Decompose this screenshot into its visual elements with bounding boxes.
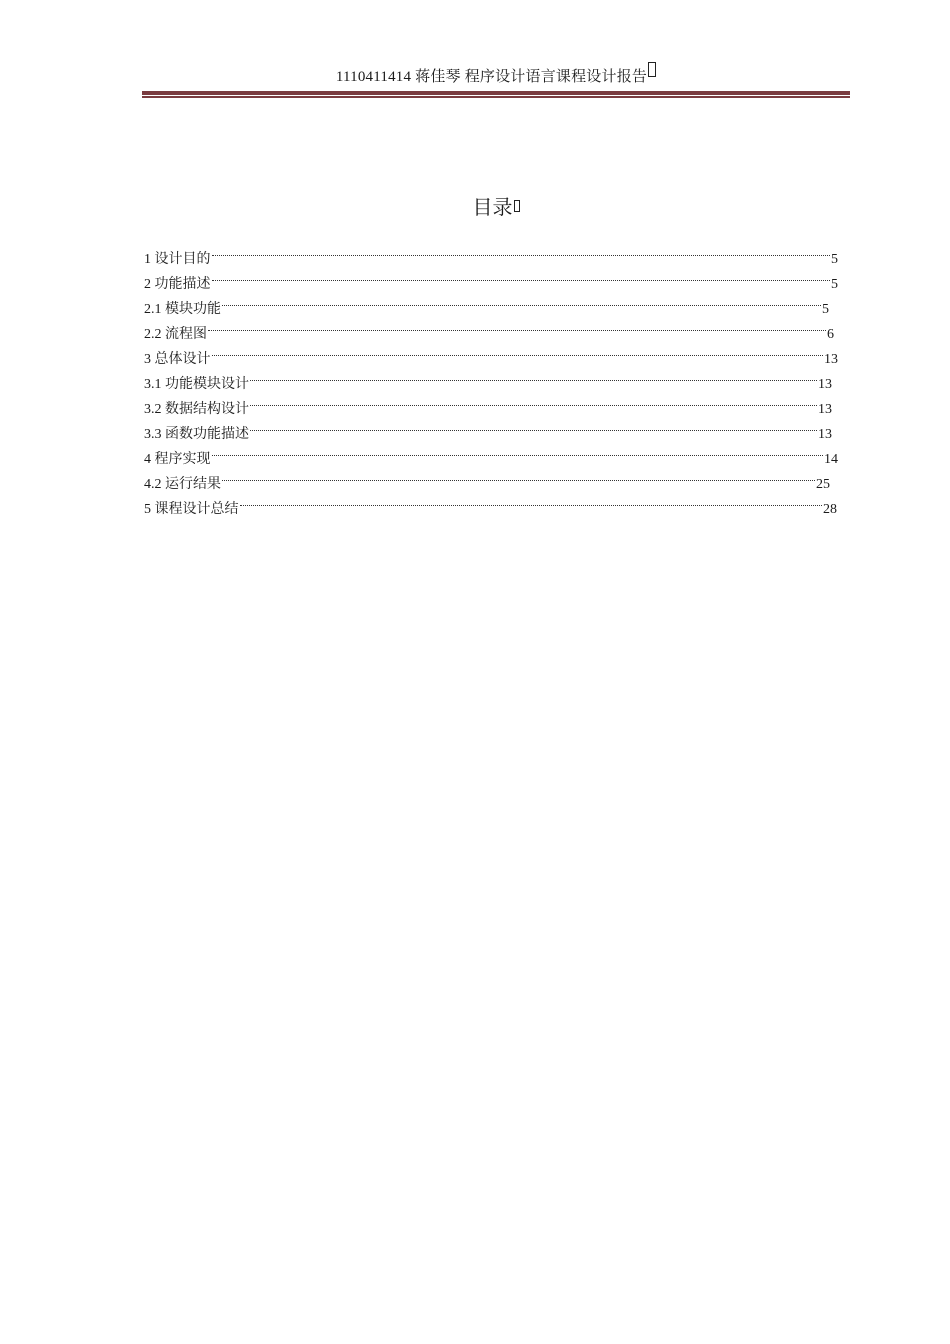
toc-title-text: 目录	[472, 197, 513, 219]
toc-entry[interactable]	[144, 313, 834, 342]
toc-entry-label: 2.1 模块功能	[144, 302, 221, 317]
toc-leader-dots	[212, 338, 824, 363]
toc-entry[interactable]	[144, 263, 838, 292]
placeholder-glyph-icon	[648, 62, 656, 77]
toc-leader-dots	[240, 488, 823, 513]
toc-entry[interactable]	[144, 413, 832, 442]
toc-entry-page: 5	[831, 252, 838, 267]
toc-entry[interactable]	[144, 438, 838, 467]
toc-entry[interactable]	[144, 238, 838, 267]
toc-entry-label: 3 总体设计	[144, 352, 211, 367]
header-rule-thin	[142, 96, 850, 98]
toc-leader-dots	[250, 413, 817, 438]
toc-leader-dots	[208, 313, 826, 338]
toc-leader-dots	[222, 463, 815, 488]
toc-entry[interactable]	[144, 388, 832, 417]
toc-leader-dots	[212, 263, 831, 288]
toc-entry-page: 13	[818, 402, 832, 417]
toc-entry-page: 13	[824, 352, 838, 367]
header-rule	[142, 91, 850, 98]
toc-entry-page: 28	[823, 502, 837, 517]
toc-entry[interactable]	[144, 338, 838, 367]
toc-leader-dots	[250, 363, 817, 388]
toc-entry-label: 4 程序实现	[144, 452, 211, 467]
placeholder-glyph-icon	[514, 200, 520, 212]
toc-entry-label: 2 功能描述	[144, 277, 211, 292]
toc-entry-page: 6	[827, 327, 834, 342]
toc-title	[142, 195, 850, 221]
toc-leader-dots	[250, 388, 817, 413]
toc-entry-page: 14	[824, 452, 838, 467]
header-rule-thick	[142, 91, 850, 95]
toc-leader-dots	[212, 238, 831, 263]
toc-entry[interactable]	[144, 288, 829, 317]
toc-entry-page: 5	[831, 277, 838, 292]
table-of-contents	[144, 238, 844, 517]
page-header	[142, 62, 850, 87]
toc-entry-label: 1 设计目的	[144, 252, 211, 267]
toc-entry-page: 13	[818, 427, 832, 442]
toc-entry-label: 4.2 运行结果	[144, 477, 221, 492]
toc-entry-label: 3.3 函数功能描述	[144, 427, 249, 442]
toc-entry-page: 13	[818, 377, 832, 392]
toc-entry-label: 3.1 功能模块设计	[144, 377, 249, 392]
toc-entry[interactable]	[144, 363, 832, 392]
toc-entry-label: 2.2 流程图	[144, 327, 207, 342]
toc-entry-page: 25	[816, 477, 830, 492]
toc-entry-page: 5	[822, 302, 829, 317]
header-text: 1110411414 蒋佳琴 程序设计语言课程设计报告	[335, 69, 648, 85]
toc-entry-label: 5 课程设计总结	[144, 502, 239, 517]
toc-entry[interactable]	[144, 488, 837, 517]
toc-entry[interactable]	[144, 463, 830, 492]
toc-leader-dots	[212, 438, 824, 463]
toc-entry-label: 3.2 数据结构设计	[144, 402, 249, 417]
toc-leader-dots	[222, 288, 821, 313]
